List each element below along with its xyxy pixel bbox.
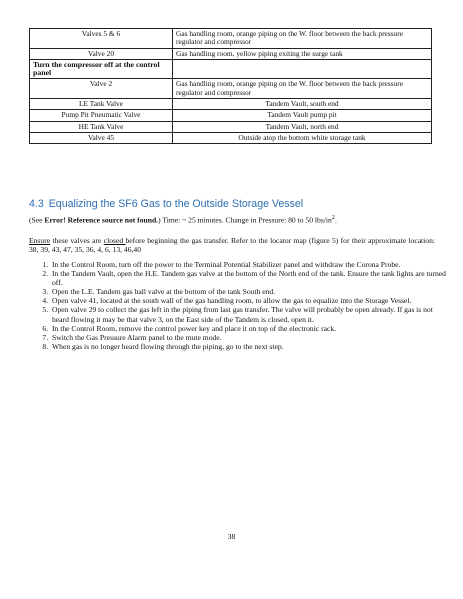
table-row	[30, 59, 432, 79]
table-row	[30, 121, 432, 132]
table-row	[30, 132, 432, 143]
valve-location-cell	[173, 59, 432, 79]
table-row	[30, 79, 432, 99]
valve-location-cell: Gas handling room, yellow piping exiting the surge tank	[173, 48, 432, 59]
table-row	[30, 110, 432, 121]
section-number: 4.3	[29, 198, 44, 210]
valve-location-cell: Gas handling room, orange piping on the W. floor between the back pressure regulator and compressor	[173, 79, 432, 99]
intro-paragraph	[29, 236, 435, 254]
valve-name-cell: Valve 45	[30, 132, 173, 143]
valve-location-cell: Tandem Vault, north end	[173, 121, 432, 132]
table-row	[30, 48, 432, 59]
note-superscript: 2	[331, 214, 335, 221]
table-row	[30, 29, 432, 49]
note-prefix: (See	[29, 215, 45, 225]
valve-name-cell: Turn the compressor off at the control panel	[30, 59, 173, 79]
table-row	[30, 99, 432, 110]
step-item: 8. When gas is no longer heard flowing through the piping, go to the next step.	[50, 342, 450, 351]
time-pressure-note	[29, 213, 435, 225]
intro-mid: these valves are	[50, 236, 104, 245]
valve-name-cell: Valve 20	[30, 48, 173, 59]
valve-name-cell: Pump Pit Pneumatic Valve	[30, 110, 173, 121]
valve-name-cell: Valves 5 & 6	[30, 29, 173, 49]
reference-error-text: Error! Reference source not found.	[44, 215, 159, 225]
intro-ensure: Ensure	[29, 236, 51, 245]
step-item: 4. Open valve 41, located at the south wall of the gas handling room, to allow the gas to equalize into the Storage Vessel.	[50, 296, 450, 305]
valve-location-cell: Outside atop the bottom white storage tank	[173, 132, 432, 143]
note-suffix: ) Time: ~ 25 minutes. Change in Pressure: 80 to 50 lbs/in	[158, 215, 332, 225]
valve-location-cell: Gas handling room, orange piping on the W. floor between the back pressure regulator and compressor	[173, 29, 432, 49]
step-item: 2. In the Tandem Vault, open the H.E. Tandem gas valve at the bottom of the North end of the tank. Ensure the tank lights are turned off.	[50, 269, 450, 287]
step-item: 1. In the Control Room, turn off the power to the Terminal Potential Stabilizer panel and withdraw the Corona Probe.	[50, 260, 450, 269]
valve-table-body	[30, 29, 432, 144]
valve-location-table	[29, 28, 432, 144]
valve-location-cell: Tandem Vault, south end	[173, 99, 432, 110]
valve-name-cell: LE Tank Valve	[30, 99, 173, 110]
procedure-steps	[29, 260, 450, 351]
note-end: .	[334, 215, 337, 225]
step-item: 5. Open valve 29 to collect the gas left in the piping from last gas transfer. The valve will probably be open already. If gas is not heard flowing it may be that valve 3, on the East side of the Tandem is closed, open it.	[50, 305, 450, 323]
intro-rest: before beginning the gas transfer. Refer to the locator map (figure 5) for their approximate location: 38, 39, 43, 47, 35, 36, 4, 6, 13, 46,40	[29, 236, 435, 255]
step-item: 6. In the Control Room, remove the control power key and place it on top of the electronic rack.	[50, 324, 450, 333]
step-item: 3. Open the L.E. Tandem gas ball valve at the bottom of the tank South end.	[50, 287, 450, 296]
intro-closed: closed	[103, 236, 126, 245]
page-number: 38	[227, 532, 236, 541]
valve-name-cell: Valve 2	[30, 79, 173, 99]
section-title: Equalizing the SF6 Gas to the Outside Storage Vessel	[48, 198, 304, 210]
valve-name-cell: HE Tank Valve	[30, 121, 173, 132]
valve-location-cell: Tandem Vault pump pit	[173, 110, 432, 121]
step-item: 7. Switch the Gas Pressure Alarm panel to the mute mode.	[50, 333, 450, 342]
section-heading	[29, 198, 303, 210]
